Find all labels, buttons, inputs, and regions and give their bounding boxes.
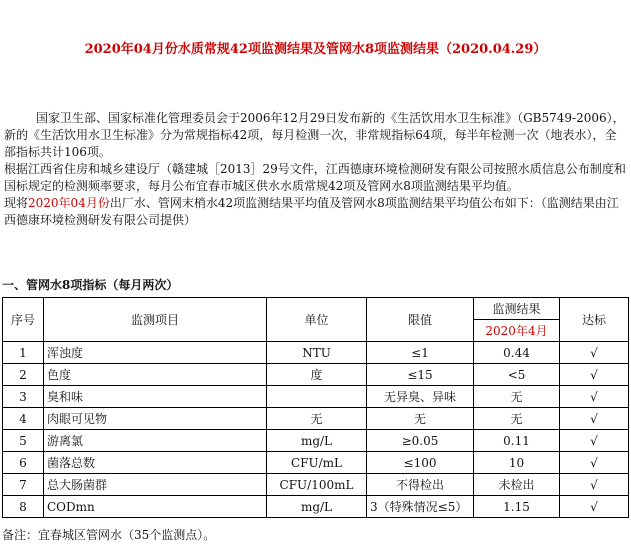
cell-item: 浑浊度 bbox=[44, 342, 267, 364]
cell-result: 10 bbox=[474, 452, 560, 474]
cell-unit: mg/L bbox=[267, 496, 367, 518]
cell-result: 1.15 bbox=[474, 496, 560, 518]
cell-unit: 无 bbox=[267, 408, 367, 430]
cell-unit: CFU/mL bbox=[267, 452, 367, 474]
cell-item: 游离氯 bbox=[44, 430, 267, 452]
cell-item: 菌落总数 bbox=[44, 452, 267, 474]
cell-unit: NTU bbox=[267, 342, 367, 364]
cell-pass: √ bbox=[560, 430, 629, 452]
cell-result: 0.44 bbox=[474, 342, 560, 364]
cell-pass: √ bbox=[560, 452, 629, 474]
cell-result: 无 bbox=[474, 386, 560, 408]
cell-unit: mg/L bbox=[267, 430, 367, 452]
cell-result: 0.11 bbox=[474, 430, 560, 452]
cell-unit bbox=[267, 386, 367, 408]
table-row bbox=[3, 408, 629, 430]
cell-seq: 4 bbox=[3, 408, 44, 430]
intro-paragraph-basis: 根据江西省住房和城乡建设厅（赣建城［2013］29号文件，江西德康环境检测研发有限公司按照水质信息公布制度和国标规定的检测频率要求，每月公布宜春市城区供水水质常规42项及管网水8项监测结果平均值。 bbox=[4, 162, 626, 193]
announcement-prefix: 现将 bbox=[4, 196, 29, 210]
table-note: 备注：宜春城区管网水（35个监测点）。 bbox=[2, 528, 216, 542]
cell-result: 未检出 bbox=[474, 474, 560, 496]
cell-result: <5 bbox=[474, 364, 560, 386]
table-row bbox=[3, 430, 629, 452]
table-row bbox=[3, 474, 629, 496]
network-water-results-table bbox=[2, 297, 629, 518]
header-result: 监测结果 bbox=[474, 298, 560, 320]
cell-limit: ≤15 bbox=[367, 364, 474, 386]
cell-item: CODmn bbox=[44, 496, 267, 518]
section-title: 一、管网水8项指标（每月两次） bbox=[2, 278, 179, 292]
cell-pass: √ bbox=[560, 408, 629, 430]
header-unit: 单位 bbox=[267, 298, 367, 342]
cell-limit: ≤100 bbox=[367, 452, 474, 474]
cell-pass: √ bbox=[560, 474, 629, 496]
cell-pass: √ bbox=[560, 386, 629, 408]
table-row bbox=[3, 364, 629, 386]
cell-limit: ≥0.05 bbox=[367, 430, 474, 452]
cell-limit: ≤1 bbox=[367, 342, 474, 364]
announcement-month: 2020年04月份 bbox=[28, 196, 110, 210]
header-limit: 限值 bbox=[367, 298, 474, 342]
cell-pass: √ bbox=[560, 496, 629, 518]
cell-seq: 1 bbox=[3, 342, 44, 364]
intro-paragraph-standard: 国家卫生部、国家标准化管理委员会于2006年12月29日发布新的《生活饮用水卫生标准》（GB5749-2006），新的《生活饮用水卫生标准》分为常规指标42项，每月检测一次，非常规指标64项，每半年检测一次（地表水），全部指标共计106项。 bbox=[4, 111, 625, 159]
table-row bbox=[3, 342, 629, 364]
cell-limit: 不得检出 bbox=[367, 474, 474, 496]
page-title: 2020年04月份水质常规42项监测结果及管网水8项监测结果（2020.04.29） bbox=[84, 42, 547, 57]
header-seq: 序号 bbox=[3, 298, 44, 342]
table-row bbox=[3, 386, 629, 408]
cell-result: 无 bbox=[474, 408, 560, 430]
cell-limit: 无 bbox=[367, 408, 474, 430]
cell-item: 肉眼可见物 bbox=[44, 408, 267, 430]
table-row bbox=[3, 496, 629, 518]
announcement-suffix: 出厂水、管网末梢水42项监测结果平均值及管网水8项监测结果平均值公布如下：（监测结果由江西德康环境检测研发有限公司提供） bbox=[4, 196, 619, 227]
cell-limit: 3（特殊情况≤5） bbox=[367, 496, 474, 518]
cell-item: 色度 bbox=[44, 364, 267, 386]
cell-seq: 2 bbox=[3, 364, 44, 386]
cell-seq: 7 bbox=[3, 474, 44, 496]
cell-pass: √ bbox=[560, 364, 629, 386]
cell-item: 臭和味 bbox=[44, 386, 267, 408]
cell-item: 总大肠菌群 bbox=[44, 474, 267, 496]
cell-limit: 无异臭、异味 bbox=[367, 386, 474, 408]
cell-seq: 8 bbox=[3, 496, 44, 518]
intro-paragraph-announcement bbox=[4, 195, 626, 229]
header-pass: 达标 bbox=[560, 298, 629, 342]
cell-pass: √ bbox=[560, 342, 629, 364]
cell-seq: 5 bbox=[3, 430, 44, 452]
intro-text bbox=[4, 110, 626, 229]
cell-seq: 6 bbox=[3, 452, 44, 474]
table-row bbox=[3, 452, 629, 474]
cell-seq: 3 bbox=[3, 386, 44, 408]
cell-unit: 度 bbox=[267, 364, 367, 386]
cell-unit: CFU/100mL bbox=[267, 474, 367, 496]
header-item: 监测项目 bbox=[44, 298, 267, 342]
header-result-month: 2020年4月 bbox=[474, 320, 560, 342]
